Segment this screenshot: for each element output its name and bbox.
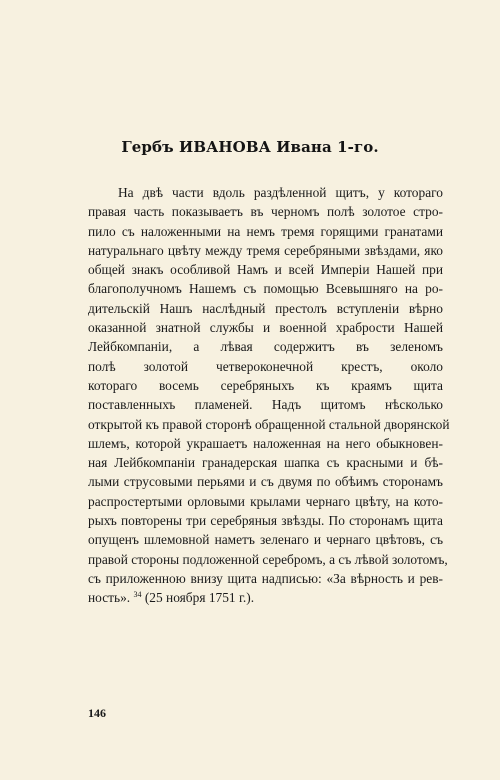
text-line: ная Лейбкомпаніи гранадерская шапка съ красными и бѣ-	[88, 455, 443, 471]
text-line: полѣ золотой четвероконечной крестъ, около	[88, 358, 443, 374]
text-line: правой стороны подложенной серебромъ, а съ лѣвой золотомъ,	[88, 551, 448, 567]
text-line: лыми струсовыми перьями и съ двумя по обѣимъ сторонамъ	[88, 474, 443, 490]
page-number: 146	[88, 706, 106, 720]
title-prefix: Гербъ	[121, 138, 174, 156]
text-line: правая часть показываетъ въ черномъ полѣ золотое стро-	[88, 204, 443, 220]
text-line-last	[88, 588, 443, 607]
date-text: (25 ноября 1751 г.).	[141, 590, 255, 606]
body-text	[88, 183, 450, 608]
text-line: опущенъ шлемовной наметъ зеленаго и чернаго цвѣтовъ, съ	[88, 532, 443, 548]
text-line: На двѣ части вдоль раздѣленной щитъ, у котораго	[118, 185, 443, 200]
last-line-text: ность».	[88, 590, 134, 606]
text-line: натуральнаго цвѣту между тремя серебряными звѣздами, яко	[88, 242, 443, 258]
text-line: дительскій Нашъ наслѣдный престолъ вступленіи вѣрно	[88, 300, 443, 316]
text-line: открытой къ правой сторонѣ обращенной стальной дворянской	[88, 416, 450, 432]
text-line: Лейбкомпаніи, а лѣвая содержитъ въ зеленомъ	[88, 339, 443, 355]
text-line: шлемъ, которой украшаетъ наложенная на него обыкновен-	[88, 435, 443, 451]
text-line: благополучномъ Нашемъ съ помощью Всевышняго на ро-	[88, 281, 443, 297]
text-line: котораго восемь серебряныхъ къ краямъ щита	[88, 377, 443, 393]
title-name: ИВАНОВА Ивана 1-го.	[179, 138, 379, 156]
text-line: съ приложенною внизу щита надписью: «За вѣрность и рев-	[88, 570, 443, 586]
footnote-marker: 34	[133, 590, 142, 600]
text-line: поставленныхъ пламеней. Надъ щитомъ нѣсколько	[88, 397, 443, 413]
text-line: распростертыми орловыми крылами чернаго цвѣту, на кото-	[88, 493, 443, 509]
text-line: общей знакъ особливой Намъ и всей Имперіи Нашей при	[88, 262, 443, 278]
text-line: оказанной знатной службы и военной храбрости Нашей	[88, 320, 443, 336]
text-line: рыхъ повторены три серебряныя звѣзды. По сторонамъ щита	[88, 513, 443, 529]
page-title	[0, 138, 500, 156]
text-line: пило съ наложенными на немъ тремя горящими гранатами	[88, 223, 443, 239]
